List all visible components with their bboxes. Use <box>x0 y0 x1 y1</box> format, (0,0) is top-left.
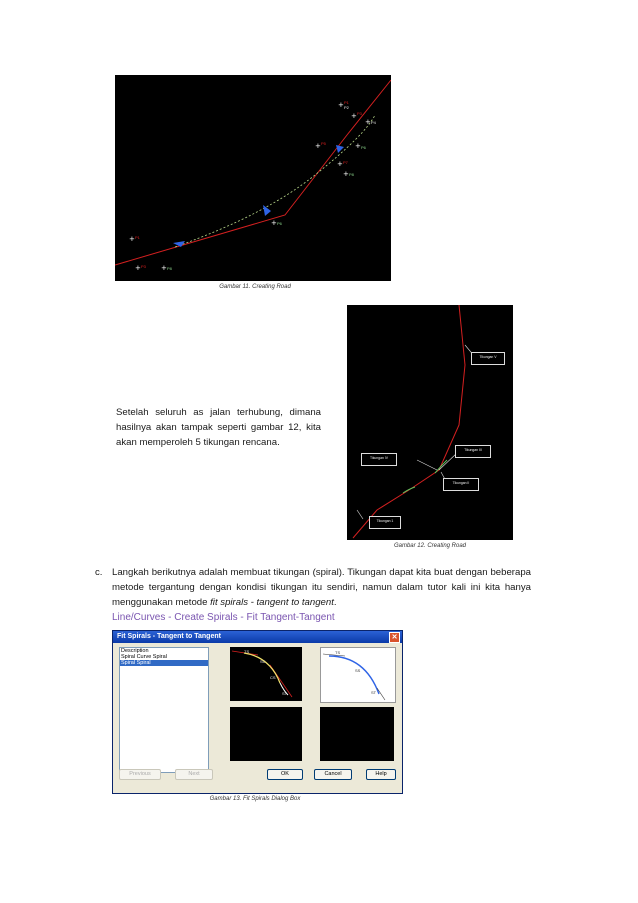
preview-spiral-curve-spiral: TS SC CS ST <box>230 647 302 701</box>
spiral-marker-3 <box>336 145 344 153</box>
cancel-button[interactable]: Cancel <box>314 769 352 780</box>
road-alignment-svg <box>115 75 391 281</box>
figure-12-road-plot <box>347 305 513 540</box>
road-network-svg <box>347 305 513 540</box>
tikungan-iv-label: Tikungan IV <box>361 453 397 466</box>
paragraph-c-marker: c. <box>95 567 103 578</box>
previous-button[interactable]: Previous <box>119 769 161 780</box>
preview-spiral-spiral: TS SS ST <box>320 647 396 703</box>
preview1-svg <box>230 647 302 701</box>
next-button[interactable]: Next <box>175 769 213 780</box>
list-header: Description <box>121 648 149 654</box>
preview-empty-1 <box>230 707 302 761</box>
help-button[interactable]: Help <box>366 769 396 780</box>
tikungan-1-label: Tikungan 1 <box>369 516 401 529</box>
method-name: fit spirals - tangent to tangent <box>210 597 334 608</box>
tikungan-iii-label: Tikungan III <box>455 445 491 458</box>
paragraph-text: Langkah berikutnya adalah membuat tikungan (spiral). Tikungan dapat kita buat dengan beberapa metode tergantung dengan kondisi tikungan itu sendiri, namun dalam tutor kali ini kita hanya menggunakan metode <box>112 567 531 608</box>
figure-11-caption: Gambar 11. Creating Road <box>219 284 291 290</box>
close-icon[interactable]: ✕ <box>389 632 400 643</box>
tikungan-ii-label: Tikungan II <box>443 478 479 491</box>
paragraph-spiral-method: Langkah berikutnya adalah membuat tikungan (spiral). Tikungan dapat kita buat dengan beberapa metode tergantung dengan kondisi tikungan itu sendiri, namun dalam tutor kali ini kita hanya menggunakan metode fit spirals - tangent to tangent. <box>112 567 531 608</box>
dialog-title: Fit Spirals - Tangent to Tangent <box>117 633 221 640</box>
preview-empty-2 <box>320 707 394 761</box>
figure-13-caption: Gambar 13. Fit Spirals Dialog Box <box>209 796 301 802</box>
dialog-title-bar <box>113 631 402 643</box>
tikungan-v-label: Tikungan V <box>471 352 505 365</box>
list-item-spiral-spiral[interactable]: Spiral Spiral <box>120 660 208 666</box>
menu-path-text: Line/Curves - Create Spirals - Fit Tangent-Tangent <box>112 612 335 623</box>
fit-spirals-dialog <box>112 630 403 794</box>
figure-11-road-plot: + P1 P2 + P3 + P4 + P5 + P6 + P7 + P8 + P6 + P1 + P3 + P8 <box>115 75 391 281</box>
spiral-type-list[interactable] <box>119 647 209 773</box>
ok-button[interactable]: OK <box>267 769 303 780</box>
figure-12-caption: Gambar 12. Creating Road <box>393 543 467 549</box>
list-item-spiral-curve-spiral[interactable]: Spiral Curve Spiral <box>121 654 167 660</box>
paragraph-road-result: Setelah seluruh as jalan terhubung, dimana hasilnya akan tampak seperti gambar 12, kita akan memperoleh 5 tikungan rencana. <box>116 407 321 448</box>
preview2-svg <box>321 648 395 702</box>
